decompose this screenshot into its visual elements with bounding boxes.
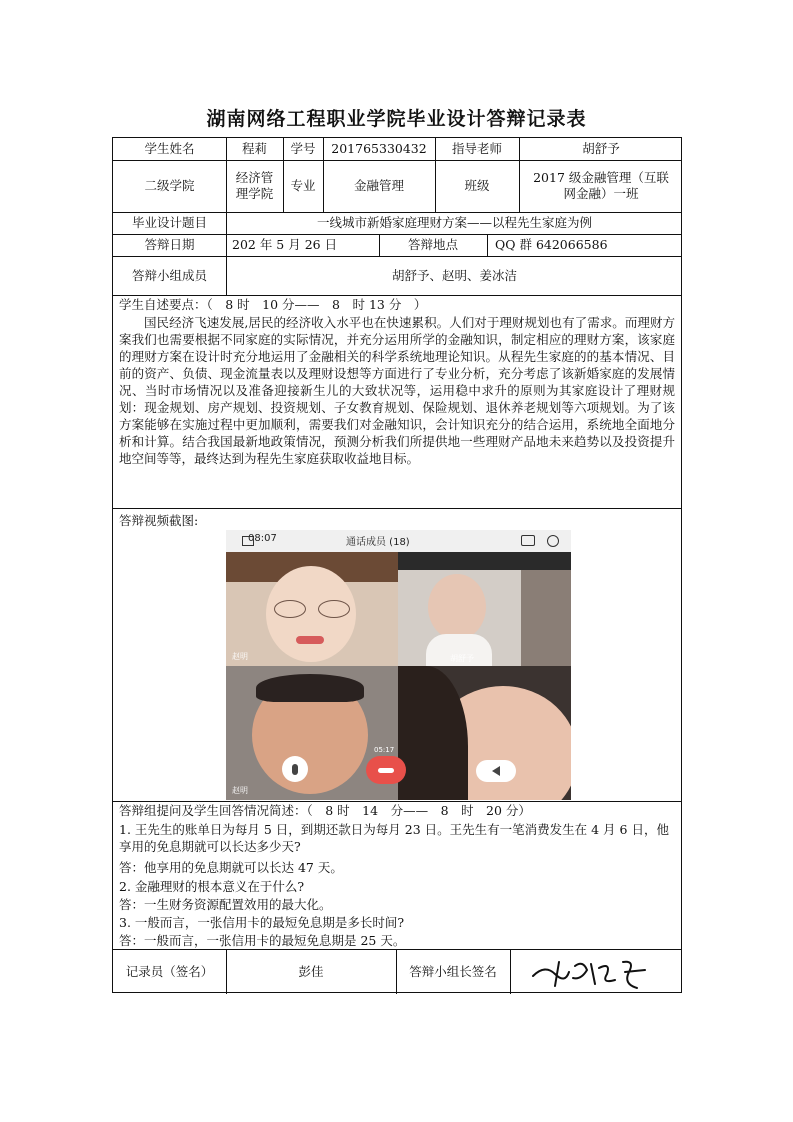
qa-item: 3. 一般而言，一张信用卡的最短免息期是多长时间? [119, 915, 405, 930]
glasses-left-icon [274, 600, 306, 618]
speaker-icon [492, 766, 500, 776]
video-tile [226, 552, 398, 666]
video-tile [398, 570, 571, 666]
date-value: 202 年 5 月 26 日 [232, 237, 338, 252]
tile-name: 赵明 [232, 652, 248, 661]
advisor-label: 指导老师 [451, 141, 502, 156]
microphone-button[interactable] [282, 756, 308, 782]
col-divider [510, 949, 511, 994]
row-divider [113, 508, 681, 509]
hang-up-button[interactable] [366, 756, 406, 784]
panel-value: 胡舒予、赵明、姜冰洁 [391, 267, 517, 283]
video-screenshot [226, 530, 571, 800]
qa-item: 答：他享用的免息期就可以长达 47 天。 [119, 860, 343, 875]
camera-icon[interactable] [521, 535, 535, 546]
leader-signature-label: 答辩小组长签名 [409, 963, 497, 979]
qa-item: 2. 金融理财的根本意义在于什么? [119, 879, 305, 894]
qa-heading: 答辩组提问及学生回答情况简述：（ 8 时 14 分—— 8 时 20 分） [119, 803, 531, 818]
status-time: 08:07 [248, 533, 277, 544]
topic-label: 毕业设计题目 [131, 215, 207, 230]
qa-item: 1. 王先生的账单日为每月 5 日，到期还款日为每月 23 日。王先生有一笔消费发生在 4 月 6 日，他享用的免息期就可以长达多少天? [119, 822, 669, 854]
date-label: 答辩日期 [144, 237, 195, 252]
recorder-label: 记录员（签名） [125, 963, 214, 979]
place-label: 答辩地点 [407, 237, 458, 252]
qa-item: 答：一般而言，一张信用卡的最短免息期是 25 天。 [119, 933, 406, 948]
document-title: 湖南网络工程职业学院毕业设计答辩记录表 [206, 108, 587, 130]
speaker-button[interactable] [476, 760, 516, 782]
microphone-icon [292, 764, 298, 775]
self-statement-body: 国民经济飞速发展,居民的经济收入水平也在快速累积。人们对于理财规划也有了需求。而理财方案我们也需要根据不同家庭的实际情况，并充分运用所学的金融知识，制定相应的理财方案，该家庭的理财方案在设计时充分地运用了金融相关的科学系统地理论知识。从程先生家庭的的基本情况、目前的资产、负债、现金流量表以及理财设想等方面进行了专业分析，充分考虑了该新婚家庭的发展情况、当时市场情况以及准备迎接新生儿的大致状况等，运用稳中求升的原则为其家庭设计了理财规划：现金规划、房产规划、投资规划、子女教育规划、保险规划、退休养老规划等六项规划。为了该方案能够在实施过程中更加顺利，需要我们对金融知识，会计知识充分的结合运用，系统地全面地分析和计算。结合我国最新地政策情况，预测分析我们所提供地一些理财产品地未来趋势以及投资提升地空间等等，最终达到为程先生家庭获取收益地目标。 [119, 315, 675, 466]
class-label: 班级 [464, 178, 490, 193]
minimize-icon[interactable] [242, 536, 254, 546]
advisor-value: 胡舒予 [582, 141, 620, 156]
major-label: 专业 [290, 178, 316, 193]
lips-shape [296, 636, 324, 644]
place-value: QQ 群 642066586 [495, 237, 608, 252]
handwritten-signature [525, 954, 665, 990]
major-value: 金融管理 [353, 178, 404, 193]
college-value: 经济管理学院 [235, 170, 274, 201]
call-timer: 05:17 [374, 746, 395, 754]
qa-item: 答：一生财务资源配置效用的最大化。 [119, 897, 332, 912]
hair-region [398, 666, 468, 800]
student-id-label: 学号 [290, 141, 316, 156]
self-statement-heading: 学生自述要点：（ 8 时 10 分—— 8 时 13 分 ） [119, 297, 427, 312]
call-title: 通话成员 (18) [346, 537, 410, 548]
tile-name: 赵明 [232, 786, 248, 795]
student-name-value: 程莉 [241, 141, 267, 156]
defense-record-form [112, 137, 682, 993]
hang-up-icon [378, 768, 394, 773]
participant-face [428, 574, 486, 640]
call-toolbar [226, 530, 571, 552]
college-label: 二级学院 [144, 178, 195, 193]
glasses-right-icon [318, 600, 350, 618]
hair-region [256, 674, 364, 702]
topic-value: 一线城市新婚家庭理财方案——以程先生家庭为例 [316, 215, 592, 230]
panel-label: 答辩小组成员 [131, 267, 207, 283]
student-id-value: 201765330432 [331, 141, 427, 156]
add-member-icon[interactable] [547, 535, 559, 547]
recorder-value: 彭佳 [298, 963, 324, 979]
background-region [521, 570, 571, 666]
student-name-label: 学生姓名 [144, 141, 195, 156]
video-label: 答辩视频截图: [119, 513, 199, 528]
class-value: 2017 级金融管理（互联网金融）一班 [533, 170, 669, 201]
tile-name: 胡舒予 [450, 654, 474, 663]
